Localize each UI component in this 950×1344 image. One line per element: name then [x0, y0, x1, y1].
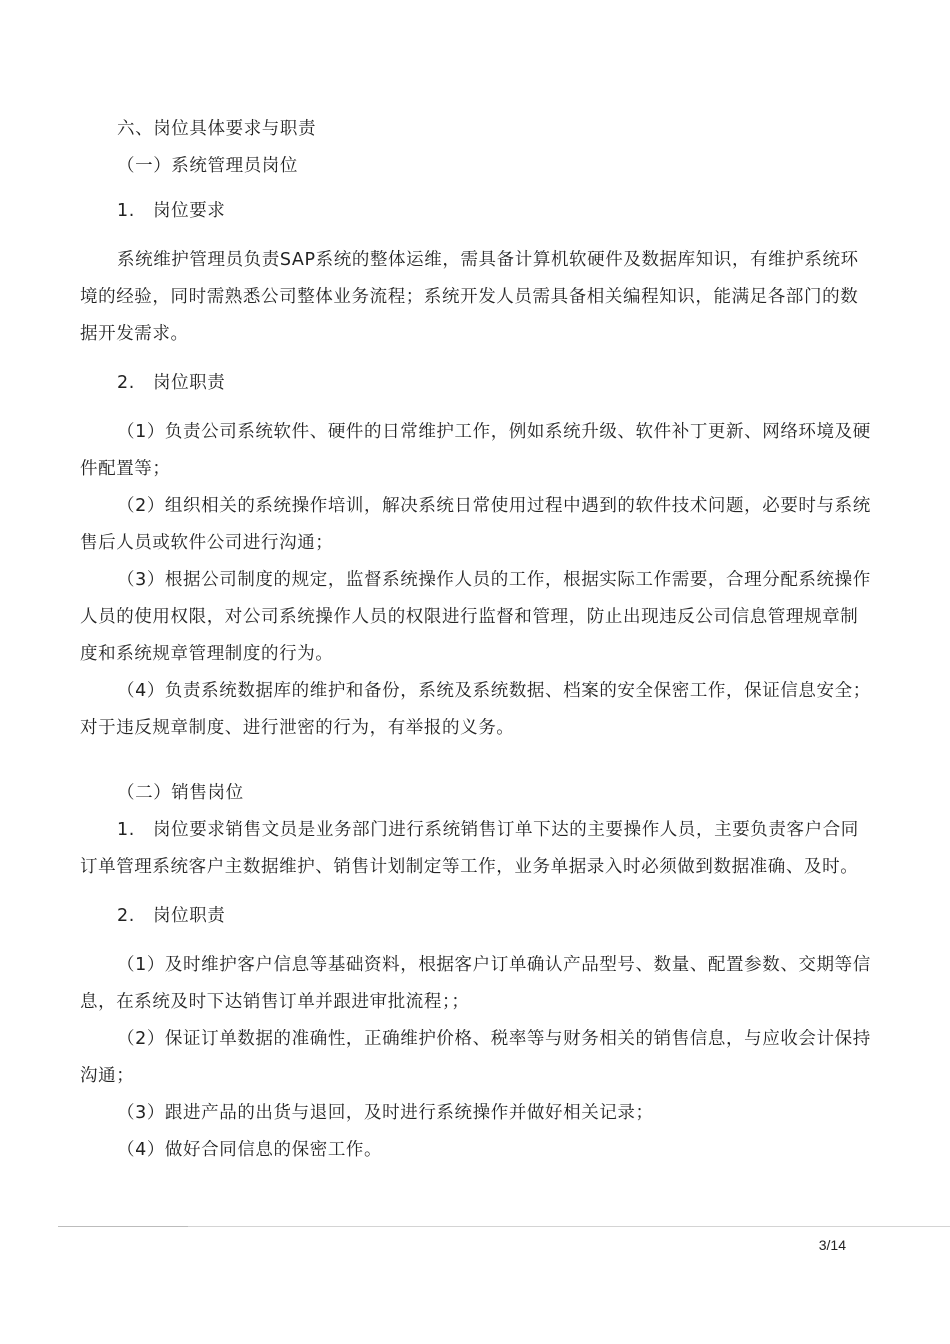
part1-duty-item: （2）组织相关的系统操作培训，解决系统日常使用过程中遇到的软件技术问题，必要时与系统售后人员或软件公司进行沟通； — [80, 496, 871, 553]
part1-requirement-heading: 1. 岗位要求 — [117, 201, 226, 221]
part1-duty-heading: 2. 岗位职责 — [117, 373, 226, 393]
spacer — [80, 747, 875, 775]
part2-duty-item: （1）及时维护客户信息等基础资料，根据客户订单确认产品型号、数量、配置参数、交期等信息，在系统及时下达销售订单并跟进审批流程；； — [80, 955, 871, 1012]
part2-duty-item: （3）跟进产品的出货与退回，及时进行系统操作并做好相关记录； — [117, 1103, 654, 1123]
spacer — [80, 230, 875, 242]
part2-heading: （二）销售岗位 — [117, 783, 244, 803]
footer-divider-accent — [58, 1226, 188, 1227]
part1-duty-item: （4）负责系统数据库的维护和备份，系统及系统数据、档案的安全保密工作，保证信息安全；对于违反规章制度、进行泄密的行为，有举报的义务。 — [80, 681, 871, 738]
spacer — [80, 353, 875, 365]
footer-divider — [58, 1226, 950, 1227]
spacer — [80, 402, 875, 414]
part1-heading: （一）系统管理员岗位 — [117, 156, 298, 176]
part2-duty-item: （2）保证订单数据的准确性，正确维护价格、税率等与财务相关的销售信息，与应收会计保持沟通； — [80, 1029, 871, 1086]
spacer — [80, 185, 875, 193]
spacer — [80, 935, 875, 947]
part1-requirement-text: 系统维护管理员负责SAP系统的整体运维，需具备计算机软硬件及数据库知识，有维护系统环境的经验，同时需熟悉公司整体业务流程；系统开发人员需具备相关编程知识，能满足各部门的数据开发需求。 — [80, 250, 859, 344]
section-title: 六、岗位具体要求与职责 — [117, 119, 317, 139]
part2-duty-item: （4）做好合同信息的保密工作。 — [117, 1140, 383, 1160]
spacer — [80, 886, 875, 898]
part1-duty-item: （3）根据公司制度的规定，监督系统操作人员的工作，根据实际工作需要，合理分配系统操作人员的使用权限，对公司系统操作人员的权限进行监督和管理，防止出现违反公司信息管理规章制度和系统规章管理制度的行为。 — [80, 570, 871, 664]
page-number: 3/14 — [818, 1237, 846, 1253]
part1-duty-item: （1）负责公司系统软件、硬件的日常维护工作，例如系统升级、软件补丁更新、网络环境及硬件配置等； — [80, 422, 871, 479]
document-body — [80, 111, 875, 1169]
part2-duty-heading: 2. 岗位职责 — [117, 906, 226, 926]
part2-requirement-text: 1. 岗位要求销售文员是业务部门进行系统销售订单下达的主要操作人员，主要负责客户合同订单管理系统客户主数据维护、销售计划制定等工作，业务单据录入时必须做到数据准确、及时。 — [80, 820, 859, 877]
